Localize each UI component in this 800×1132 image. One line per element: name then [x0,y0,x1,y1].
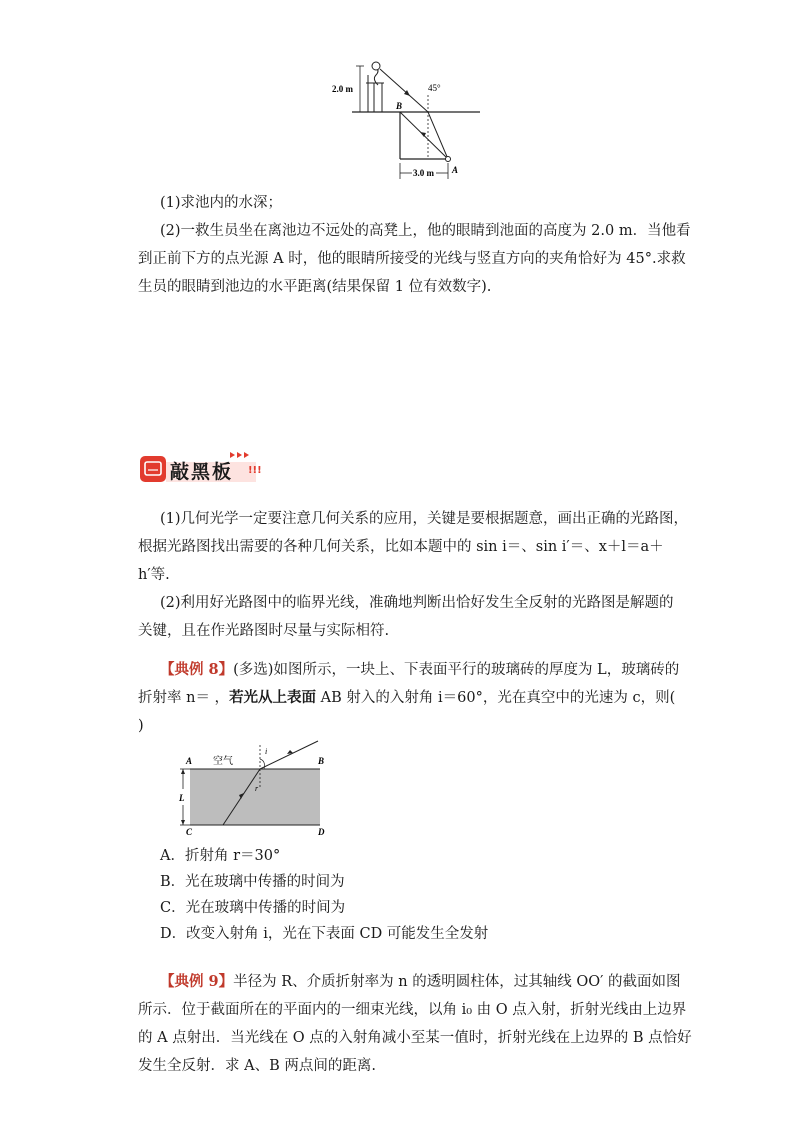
knock-blackboard-badge [138,448,268,488]
option-c: C．光在玻璃中传播的时间为 [160,900,346,916]
example9-line4: 发生全反射．求 A、B 两点间的距离. [138,1058,376,1074]
example8-line2b: 若光从上表面 [229,689,317,706]
question-part1: (1)求池内的水深； [160,195,283,211]
height-label: 2.0 m [332,84,353,94]
option-b: B．光在玻璃中传播的时间为 [160,874,345,890]
example8-line3: ) [138,718,144,734]
example8-line2c: AB 射入的入射角 i＝60°，光在真空中的光速为 c，则( [316,690,676,706]
angle-i-label: i [265,747,268,756]
question-part2-line1: (2)一救生员坐在离池边不远处的高凳上，他的眼睛到池面的高度为 2.0 m．当他看 [160,223,691,239]
example9-label: 【典例 9】 [160,973,234,990]
note1-line3: h′等. [138,567,170,583]
example9 [138,968,692,1080]
question-part2-line2: 到正前下方的点光源 A 时，他的眼睛所接受的光线与竖直方向的夹角恰好为 45°.求救 [138,251,686,267]
corner-c-label: C [186,827,193,837]
corner-d-label: D [318,827,325,837]
angle-r-label: r [255,784,259,793]
example9-line3: 的 A 点射出．当光线在 O 点的入射角减小至某一值时，折射光线在上边界的 B 点恰好 [138,1030,692,1046]
thickness-label: L [179,793,185,803]
glass-slab-diagram [168,737,348,837]
question-part2-line3: 生员的眼睛到池边的水平距离(结果保留 1 位有效数字). [138,279,492,295]
note2-line2: 关键，且在作光路图时尽量与实际相符. [138,623,390,639]
example8 [138,656,678,740]
width-label: 3.0 m [413,168,434,178]
example8-line2a: 折射率 n＝ ， [138,690,230,706]
notes [138,505,689,645]
air-label: 空气 [213,756,233,767]
note1-line1: (1)几何光学一定要注意几何关系的应用，关键是要根据题意，画出正确的光路图， [160,511,689,527]
note1-line2: 根据光路图找出需要的各种几何关系，比如本题中的 sin i＝、sin i′＝、x＋l＝a＋ [138,539,664,555]
example8-line1: (多选)如图所示，一块上、下表面平行的玻璃砖的厚度为 L，玻璃砖的 [233,662,680,678]
option-a: A．折射角 r＝30° [160,848,281,864]
corner-b-label: B [318,756,325,766]
point-a-label: A [452,165,459,175]
note2-line1: (2)利用好光路图中的临界光线，准确地判断出恰好发生全反射的光路图是解题的 [160,595,674,611]
badge-marks: !!! [248,465,262,476]
corner-a-label: A [186,756,193,766]
question-prev [138,189,691,301]
badge-text: 敲黑板 [170,461,234,483]
pool-diagram [330,55,490,185]
example9-line1: 半径为 R、介质折射率为 n 的透明圆柱体，过其轴线 OO′ 的截面如图 [233,974,681,990]
point-b-label: B [396,101,403,111]
example8-label: 【典例 8】 [160,661,234,678]
angle-label: 45° [428,83,441,93]
option-d: D．改变入射角 i，光在下表面 CD 可能发生全发射 [160,926,489,942]
example9-line2: 所示．位于截面所在的平面内的一细束光线，以角 i₀ 由 O 点入射，折射光线由上边界 [138,1002,687,1018]
